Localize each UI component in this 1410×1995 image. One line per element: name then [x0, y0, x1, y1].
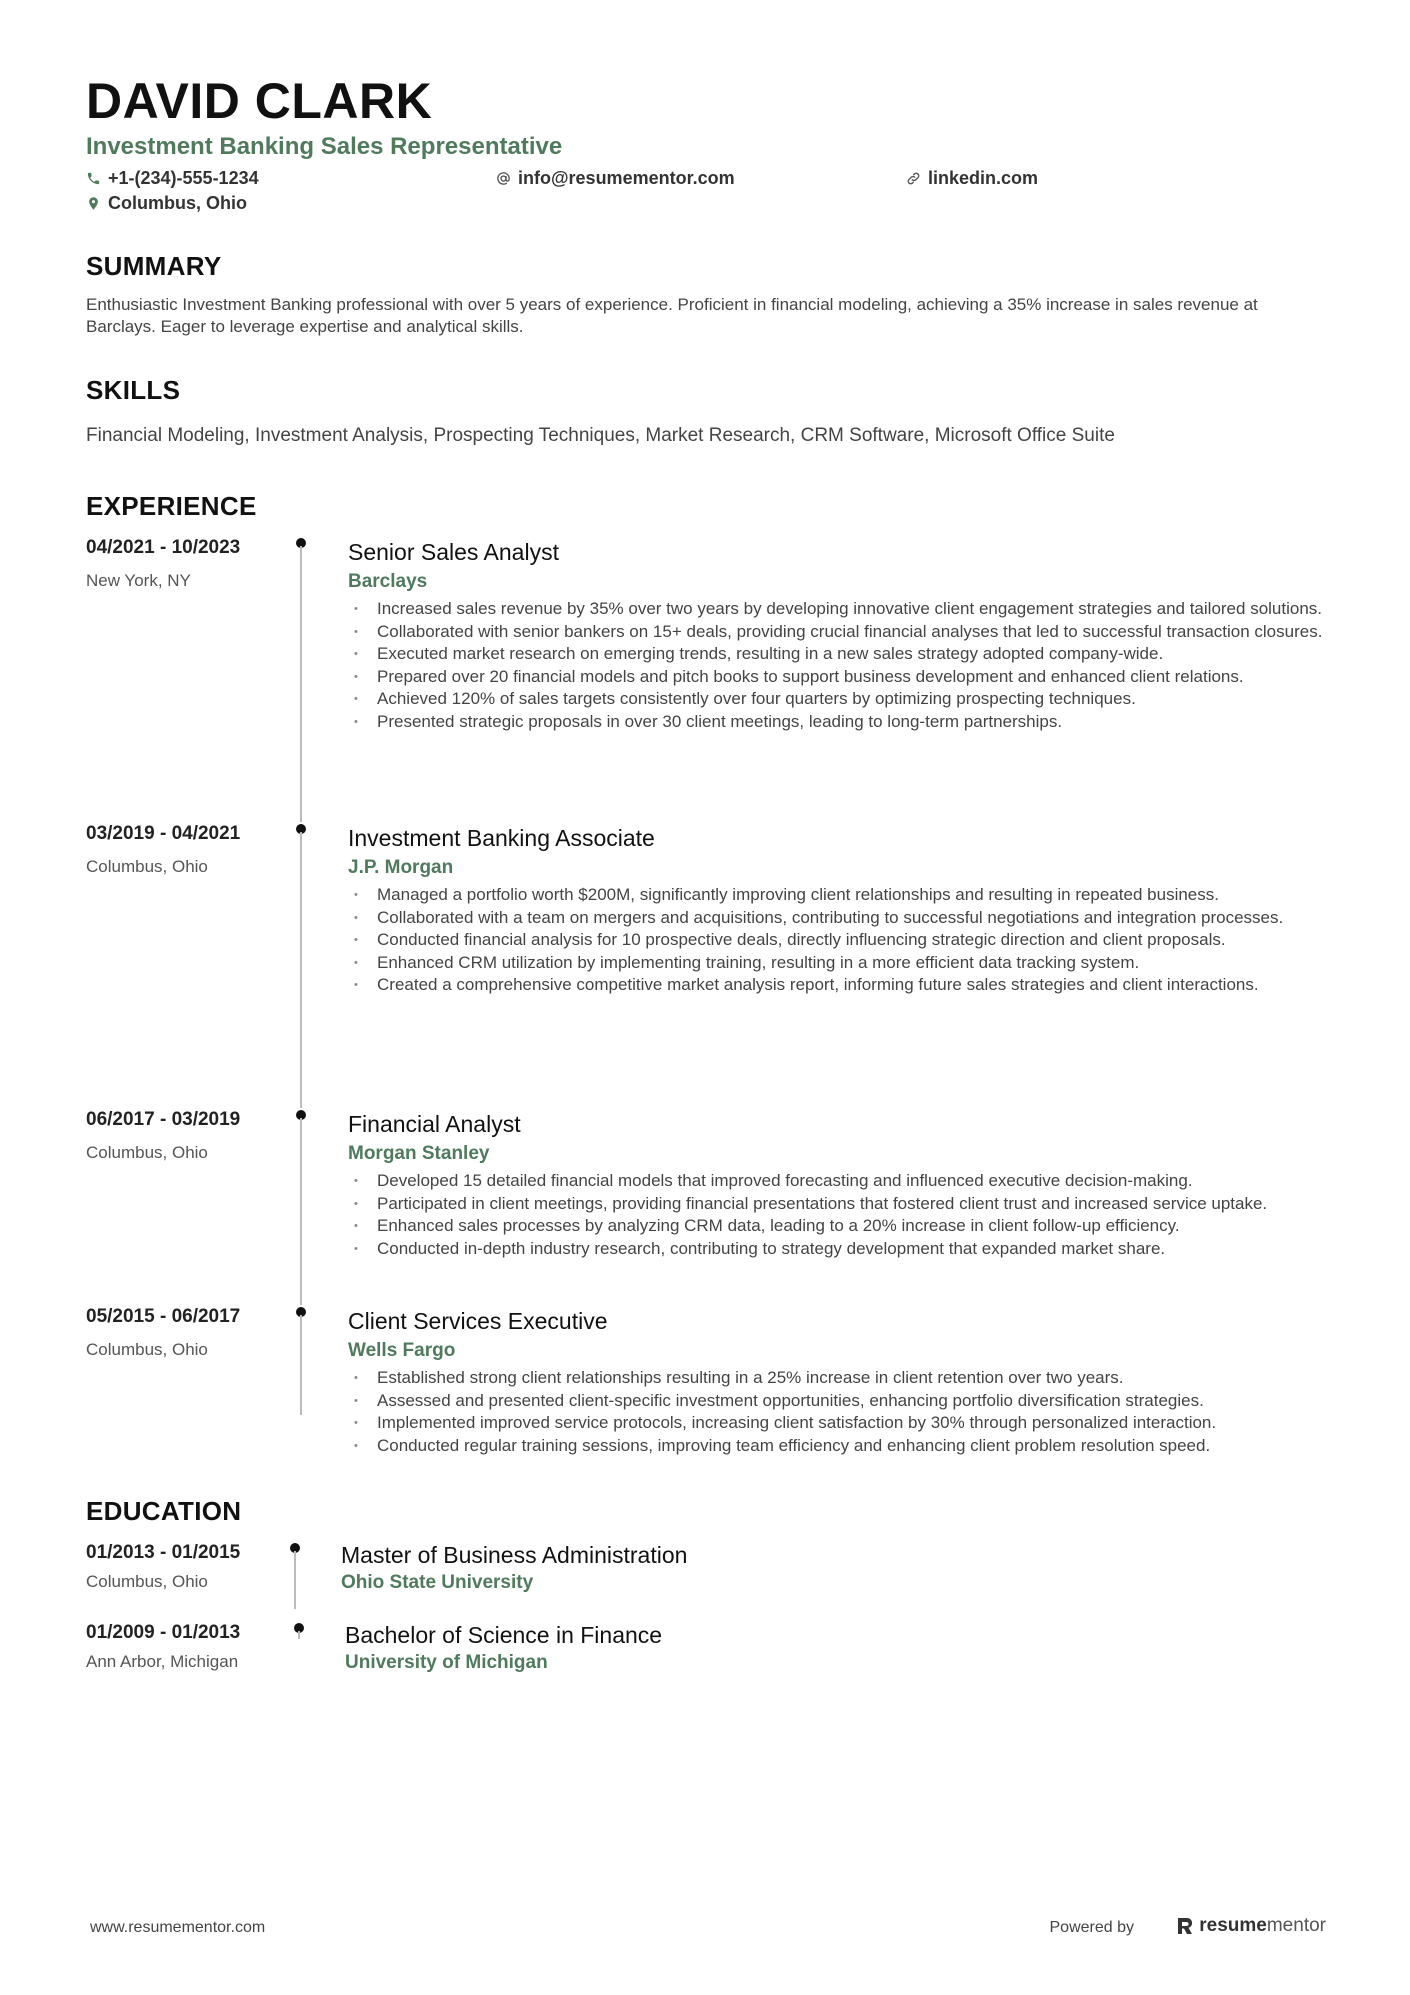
education-dates: 01/2013 - 01/2015 [86, 1542, 241, 1563]
achievement-list [348, 1367, 1326, 1457]
experience-location: New York, NY [86, 571, 191, 590]
brand-name-light: mentor [1266, 1915, 1326, 1936]
timeline-line [298, 1631, 300, 1639]
achievement-item: • Collaborated with senior bankers on 15+ deals, providing crucial financial analyses that led to successful transaction closures. [348, 621, 1326, 644]
achievement-item: • Presented strategic proposals in over 30 client meetings, leading to long-term partnerships. [348, 711, 1326, 734]
location-pin-icon [86, 196, 101, 211]
achievement-item: • Prepared over 20 financial models and pitch books to support business development and enhanced client relations. [348, 666, 1326, 689]
achievement-item: • Conducted in-depth industry research, contributing to strategy development that expanded market share. [348, 1238, 1326, 1261]
timeline-line [300, 546, 302, 822]
resumementor-brand[interactable] [1176, 1915, 1326, 1937]
experience-dates: 06/2017 - 03/2019 [86, 1109, 241, 1130]
achievement-item: • Developed 15 detailed financial models that improved forecasting and influenced executive decision-making. [348, 1170, 1326, 1193]
experience-location: Columbus, Ohio [86, 1340, 208, 1359]
email-text: info@resumementor.com [518, 168, 735, 188]
timeline-rail [294, 1621, 306, 1639]
timeline-line [294, 1551, 296, 1609]
experience-location: Columbus, Ohio [86, 1143, 208, 1162]
achievement-item: • Enhanced sales processes by analyzing CRM data, leading to a 20% increase in client follow-up efficiency. [348, 1215, 1326, 1238]
timeline-line [300, 832, 302, 1108]
candidate-title: Investment Banking Sales Representative [86, 133, 563, 160]
achievement-item: • Assessed and presented client-specific investment opportunities, enhancing portfolio diversification strategies. [348, 1390, 1326, 1413]
at-icon [496, 171, 511, 186]
company-name: Barclays [348, 571, 428, 592]
job-title: Senior Sales Analyst [348, 539, 559, 565]
job-title: Financial Analyst [348, 1111, 521, 1137]
company-name: Wells Fargo [348, 1340, 456, 1361]
achievement-item: • Created a comprehensive competitive market analysis report, informing future sales strategies and client interactions. [348, 974, 1326, 997]
company-name: Morgan Stanley [348, 1143, 490, 1164]
experience-dates: 03/2019 - 04/2021 [86, 823, 241, 844]
achievement-item: • Implemented improved service protocols, increasing client satisfaction by 30% through personalized interaction. [348, 1412, 1326, 1435]
achievement-item: • Participated in client meetings, providing financial presentations that fostered client trust and increased service uptake. [348, 1193, 1326, 1216]
candidate-name: DAVID CLARK [86, 73, 433, 129]
contact-email[interactable] [496, 166, 735, 190]
phone-text: +1-(234)-555-1234 [108, 168, 259, 188]
timeline-line [300, 1118, 302, 1305]
skills-heading: SKILLS [86, 375, 181, 405]
phone-icon [86, 171, 101, 186]
achievement-item: • Achieved 120% of sales targets consistently over four quarters by optimizing prospecting techniques. [348, 688, 1326, 711]
achievement-item: • Managed a portfolio worth $200M, significantly improving client relationships and resulting in repeated business. [348, 884, 1326, 907]
achievement-item: • Increased sales revenue by 35% over two years by developing innovative client engagement strategies and tailored solutions. [348, 598, 1326, 621]
achievement-list [348, 1170, 1326, 1260]
job-title: Investment Banking Associate [348, 825, 655, 851]
summary-text: Enthusiastic Investment Banking professional with over 5 years of experience. Proficient in financial modeling, achieving a 35% increase in sales revenue at Barclays. Eager to leverage expertise and analytical skills. [86, 295, 1258, 336]
achievement-list [348, 598, 1326, 734]
school-name: Ohio State University [341, 1572, 534, 1593]
school-name: University of Michigan [345, 1652, 548, 1673]
education-location: Columbus, Ohio [86, 1572, 208, 1591]
company-name: J.P. Morgan [348, 857, 454, 878]
contact-phone [86, 166, 259, 190]
contact-info [86, 166, 1326, 220]
footer-website-link[interactable]: www.resumementor.com [90, 1919, 266, 1936]
location-text: Columbus, Ohio [108, 193, 247, 213]
degree-title: Bachelor of Science in Finance [345, 1622, 663, 1648]
achievement-item: • Conducted regular training sessions, improving team efficiency and enhancing client problem resolution speed. [348, 1435, 1326, 1458]
education-entry [86, 1621, 1326, 1691]
timeline-rail [296, 822, 308, 1108]
education-dates: 01/2009 - 01/2013 [86, 1622, 241, 1643]
achievement-list [348, 884, 1326, 997]
experience-entry [86, 822, 1326, 1108]
experience-location: Columbus, Ohio [86, 857, 208, 876]
experience-entry [86, 1108, 1326, 1305]
summary-heading: SUMMARY [86, 251, 222, 281]
job-title: Client Services Executive [348, 1308, 608, 1334]
timeline-rail [290, 1541, 302, 1609]
experience-heading: EXPERIENCE [86, 491, 257, 521]
experience-entry [86, 536, 1326, 822]
linkedin-text: linkedin.com [928, 168, 1039, 188]
achievement-item: • Established strong client relationships resulting in a 25% increase in client retention over two years. [348, 1367, 1326, 1390]
powered-by-label: Powered by [1049, 1919, 1134, 1936]
education-timeline [86, 1541, 1326, 1691]
experience-dates: 04/2021 - 10/2023 [86, 537, 241, 558]
link-icon [906, 171, 921, 186]
experience-timeline [86, 536, 1326, 1455]
education-entry [86, 1541, 1326, 1621]
resumementor-logo-icon [1176, 1916, 1194, 1936]
contact-linkedin[interactable] [906, 166, 1038, 190]
brand-name-bold: resume [1199, 1915, 1267, 1936]
degree-title: Master of Business Administration [341, 1542, 688, 1568]
timeline-rail [296, 1108, 308, 1305]
timeline-line [300, 1315, 302, 1415]
page-footer [90, 1915, 1326, 1945]
contact-location [86, 191, 247, 215]
achievement-item: • Conducted financial analysis for 10 prospective deals, directly influencing strategic direction and client proposals. [348, 929, 1326, 952]
achievement-item: • Collaborated with a team on mergers and acquisitions, contributing to successful negotiations and integration processes. [348, 907, 1326, 930]
resume-page [86, 72, 1326, 1691]
experience-dates: 05/2015 - 06/2017 [86, 1306, 241, 1327]
skills-text: Financial Modeling, Investment Analysis, Prospecting Techniques, Market Research, CRM Software, Microsoft Office Suite [86, 425, 1115, 446]
experience-entry [86, 1305, 1326, 1455]
achievement-item: • Enhanced CRM utilization by implementing training, resulting in a more efficient data tracking system. [348, 952, 1326, 975]
achievement-item: • Executed market research on emerging trends, resulting in a new sales strategy adopted company-wide. [348, 643, 1326, 666]
education-location: Ann Arbor, Michigan [86, 1652, 239, 1671]
timeline-rail [296, 1305, 308, 1415]
education-heading: EDUCATION [86, 1496, 242, 1526]
timeline-rail [296, 536, 308, 822]
